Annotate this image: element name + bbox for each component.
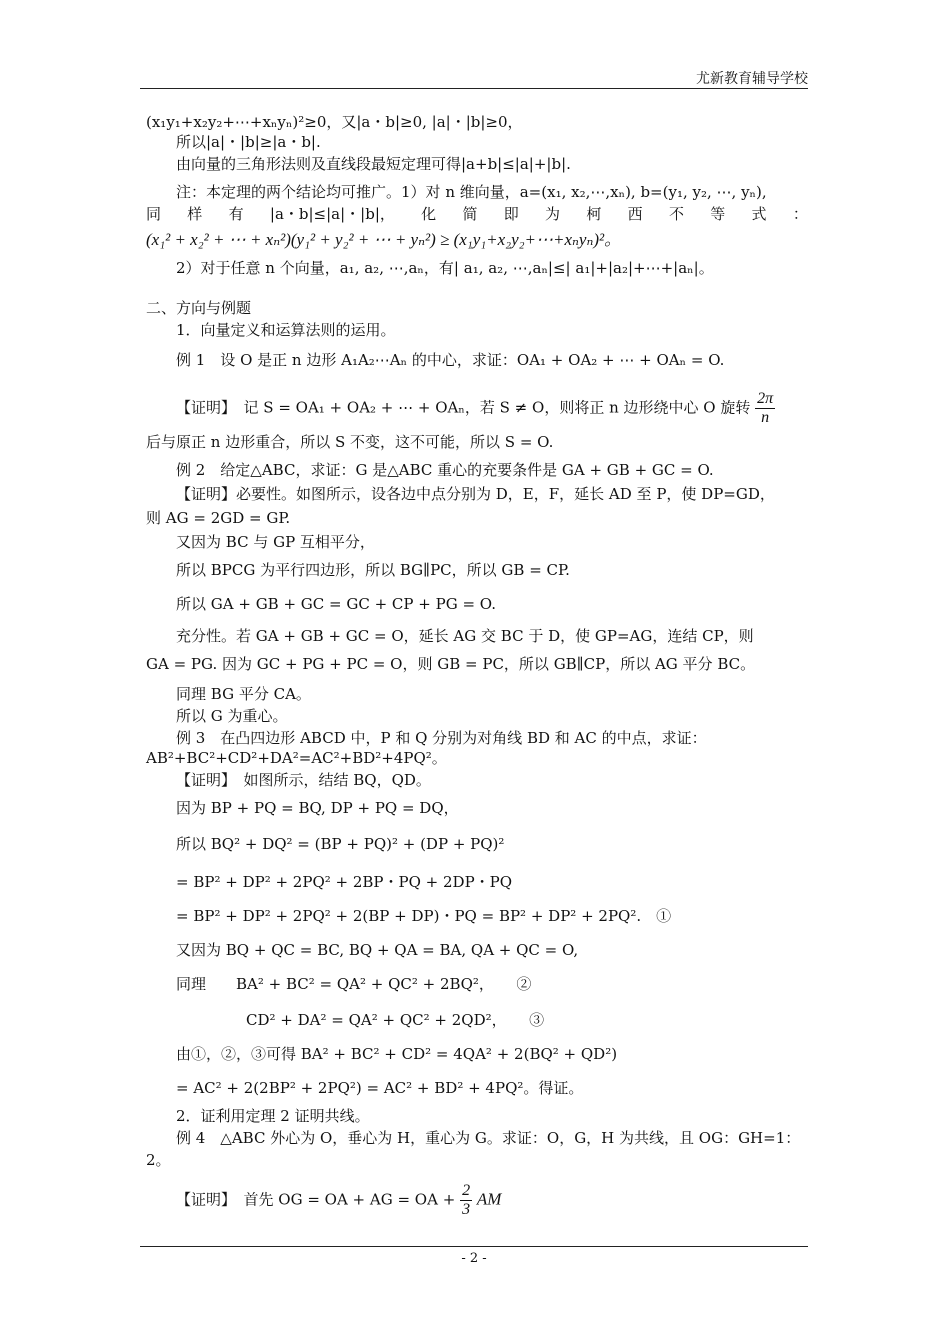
text-line: 后与原正 n 边形重合，所以 S 不变，这不可能，所以 S = O. xyxy=(146,433,554,451)
spread-word: 即 xyxy=(503,205,519,223)
spread-word: 有 xyxy=(228,205,244,223)
spread-word: 化 xyxy=(421,205,437,223)
text-line: 同理 BA² + BC² = QA² + QC² + 2BQ²， ② xyxy=(176,975,532,993)
subsection-heading: 2．证利用定理 2 证明共线。 xyxy=(176,1107,370,1125)
text-line: AB²+BC²+CD²+DA²=AC²+BD²+4PQ²。 xyxy=(146,749,447,767)
spread-word: 不 xyxy=(668,205,684,223)
text-line: 2）对于任意 n 个向量，a₁, a₂, ⋯,aₙ，有| a₁, a₂, ⋯,aₙ|≤| a₁|+|a₂|+⋯+|aₙ|。 xyxy=(176,259,714,277)
spread-word: 同 xyxy=(146,205,162,223)
proof-line xyxy=(176,390,775,427)
text-line: 注：本定理的两个结论均可推广。1）对 n 维向量，a=(x₁, x₂,⋯,xₙ), b=(y₁, y₂, ⋯, yₙ), xyxy=(176,183,767,201)
text-line: 例 4 △ABC 外心为 O，垂心为 H，重心为 G。求证：O，G，H 为共线，且 OG：GH=1： xyxy=(176,1129,801,1147)
subsection-heading: 1．向量定义和运算法则的运用。 xyxy=(176,321,396,339)
proof-text: 【证明】 记 S = OA₁ + OA₂ + ⋯ + OAₙ，若 S ≠ O，则将正 n 边形绕中心 O 旋转 xyxy=(176,398,751,417)
text-line: 所以|a|・|b|≥|a・b|. xyxy=(176,133,321,151)
formula-line: = BP² + DP² + 2PQ² + 2(BP + DP)・PQ = BP² + DP² + 2PQ². ① xyxy=(176,907,672,925)
text-line: 2。 xyxy=(146,1151,171,1169)
spread-word: 西 xyxy=(627,205,643,223)
spread-word: ： xyxy=(792,205,808,223)
text-line: 由向量的三角形法则及直线段最短定理可得|a+b|≤|a|+|b|. xyxy=(176,155,571,173)
header-school-name: 尤新教育辅导学校 xyxy=(696,71,808,87)
formula-tail: AM xyxy=(476,1189,502,1209)
fraction xyxy=(755,390,775,427)
text-line: 充分性。若 GA + GB + GC = O，延长 AG 交 BC 于 D，使 GP=AG，连结 CP，则 xyxy=(176,627,754,645)
text-line: = AC² + 2(2BP² + 2PQ²) = AC² + BD² + 4PQ²。得证。 xyxy=(176,1079,584,1097)
text-line: GA = PG. 因为 GC + PG + PC = O，则 GB = PC，所以 GB∥CP，所以 AG 平分 BC。 xyxy=(146,655,756,673)
fraction xyxy=(460,1182,472,1219)
page-number: - 2 - xyxy=(461,1251,487,1266)
spread-word: 简 xyxy=(462,205,478,223)
text-line: 因为 BP + PQ = BQ, DP + PQ = DQ， xyxy=(176,799,459,817)
text-line: 【证明】 如图所示，结结 BQ，QD。 xyxy=(176,771,431,789)
text-line: 所以 BPCG 为平行四边形，所以 BG∥PC，所以 GB = CP. xyxy=(176,561,570,579)
text-line: 所以 BQ² + DQ² = (BP + PQ)² + (DP + PQ)² xyxy=(176,835,505,853)
text-line: 所以 GA + GB + GC = GC + CP + PG = O. xyxy=(176,595,496,613)
spread-word: |a・b|≤|a|・|b|， xyxy=(269,205,395,223)
text-line: 【证明】必要性。如图所示，设各边中点分别为 D，E，F，延长 AD 至 P，使 DP=GD， xyxy=(176,485,775,503)
spread-line xyxy=(146,204,808,224)
formula-line: CD² + DA² = QA² + QC² + 2QD²， ③ xyxy=(246,1011,545,1029)
formula-line: (x₁² + x₂² + ⋯ + xₙ²)(y₁² + y₂² + ⋯ + yₙ²) ≥ (x₁y₁+x₂y₂+⋯+xₙyₙ)²。 xyxy=(146,230,622,249)
spread-word: 式 xyxy=(751,205,767,223)
text-line: 又因为 BC 与 GP 互相平分， xyxy=(176,533,375,551)
spread-word: 样 xyxy=(187,205,203,223)
text-line: 由①，②，③可得 BA² + BC² + CD² = 4QA² + 2(BQ² + QD²) xyxy=(176,1045,618,1063)
spread-word: 为 xyxy=(545,205,561,223)
text-line: 同理 BG 平分 CA。 xyxy=(176,685,311,703)
fraction-denominator: 3 xyxy=(462,1201,471,1218)
text-line: (x₁y₁+x₂y₂+⋯+xₙyₙ)²≥0，又|a・b|≥0, |a|・|b|≥0， xyxy=(146,113,523,131)
text-line: 则 AG = 2GD = GP. xyxy=(146,509,291,527)
text-line: 例 2 给定△ABC，求证：G 是△ABC 重心的充要条件是 GA + GB + GC = O. xyxy=(176,461,714,479)
formula-line: = BP² + DP² + 2PQ² + 2BP・PQ + 2DP・PQ xyxy=(176,873,513,891)
fraction-denominator: n xyxy=(761,409,770,426)
text-line: 所以 G 为重心。 xyxy=(176,707,288,725)
page-header xyxy=(140,64,808,89)
section-heading: 二、方向与例题 xyxy=(146,299,252,317)
text-line: 例 3 在凸四边形 ABCD 中，P 和 Q 分别为对角线 BD 和 AC 的中点，求证： xyxy=(176,729,707,747)
proof-line xyxy=(176,1182,501,1219)
text-line: 例 1 设 O 是正 n 边形 A₁A₂⋯Aₙ 的中心，求证：OA₁ + OA₂ + ⋯ + OAₙ = O. xyxy=(176,351,725,369)
fraction-numerator: 2 xyxy=(462,1182,471,1199)
spread-word: 柯 xyxy=(586,205,602,223)
spread-word: 等 xyxy=(710,205,726,223)
text-line: 又因为 BQ + QC = BC, BQ + QA = BA, QA + QC = O, xyxy=(176,941,579,959)
proof-text: 【证明】 首先 OG = OA + AG = OA + xyxy=(176,1190,456,1209)
fraction-numerator: 2π xyxy=(757,390,774,407)
page-footer xyxy=(140,1246,808,1266)
